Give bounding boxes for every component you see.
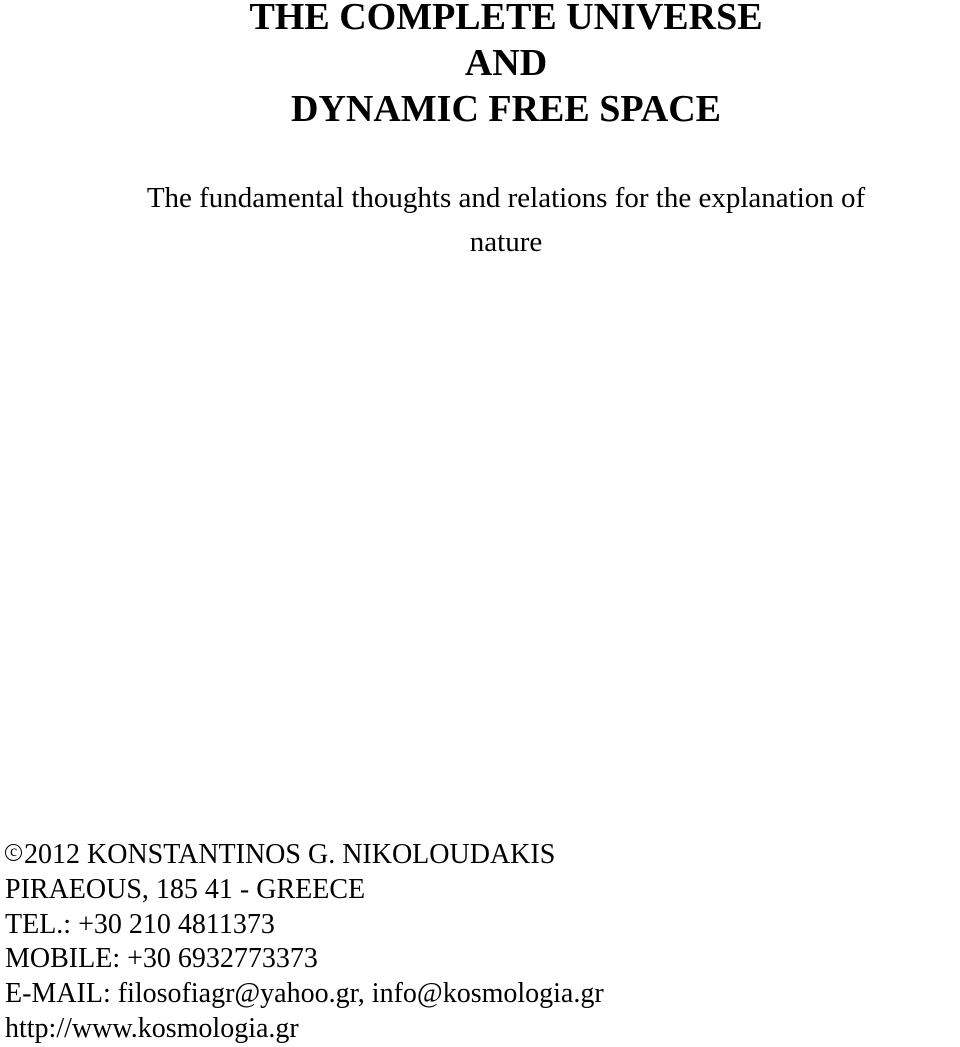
title-line-2: AND xyxy=(464,42,548,84)
document-subtitle xyxy=(0,176,960,264)
copyright-line xyxy=(5,838,604,873)
document-title xyxy=(0,0,960,132)
mobile-line: MOBILE: +30 6932773373 xyxy=(5,943,318,975)
title-line-3: DYNAMIC FREE SPACE xyxy=(291,88,721,130)
copyright-text: 2012 KONSTANTINOS G. NIKOLOUDAKIS xyxy=(24,839,556,870)
subtitle-line-2: nature xyxy=(469,226,543,258)
subtitle-line-1: The fundamental thoughts and relations for the explanation of xyxy=(146,182,866,214)
copyright-icon xyxy=(5,844,22,861)
title-line-1: THE COMPLETE UNIVERSE xyxy=(249,0,763,38)
website-line: http://www.kosmologia.gr xyxy=(5,1012,299,1044)
contact-info xyxy=(5,838,604,1047)
email-line: E-MAIL: filosofiagr@yahoo.gr, info@kosmologia.gr xyxy=(5,978,604,1010)
address-line: PIRAEOUS, 185 41 - GREECE xyxy=(5,873,366,905)
telephone-line: TEL.: +30 210 4811373 xyxy=(5,908,275,940)
